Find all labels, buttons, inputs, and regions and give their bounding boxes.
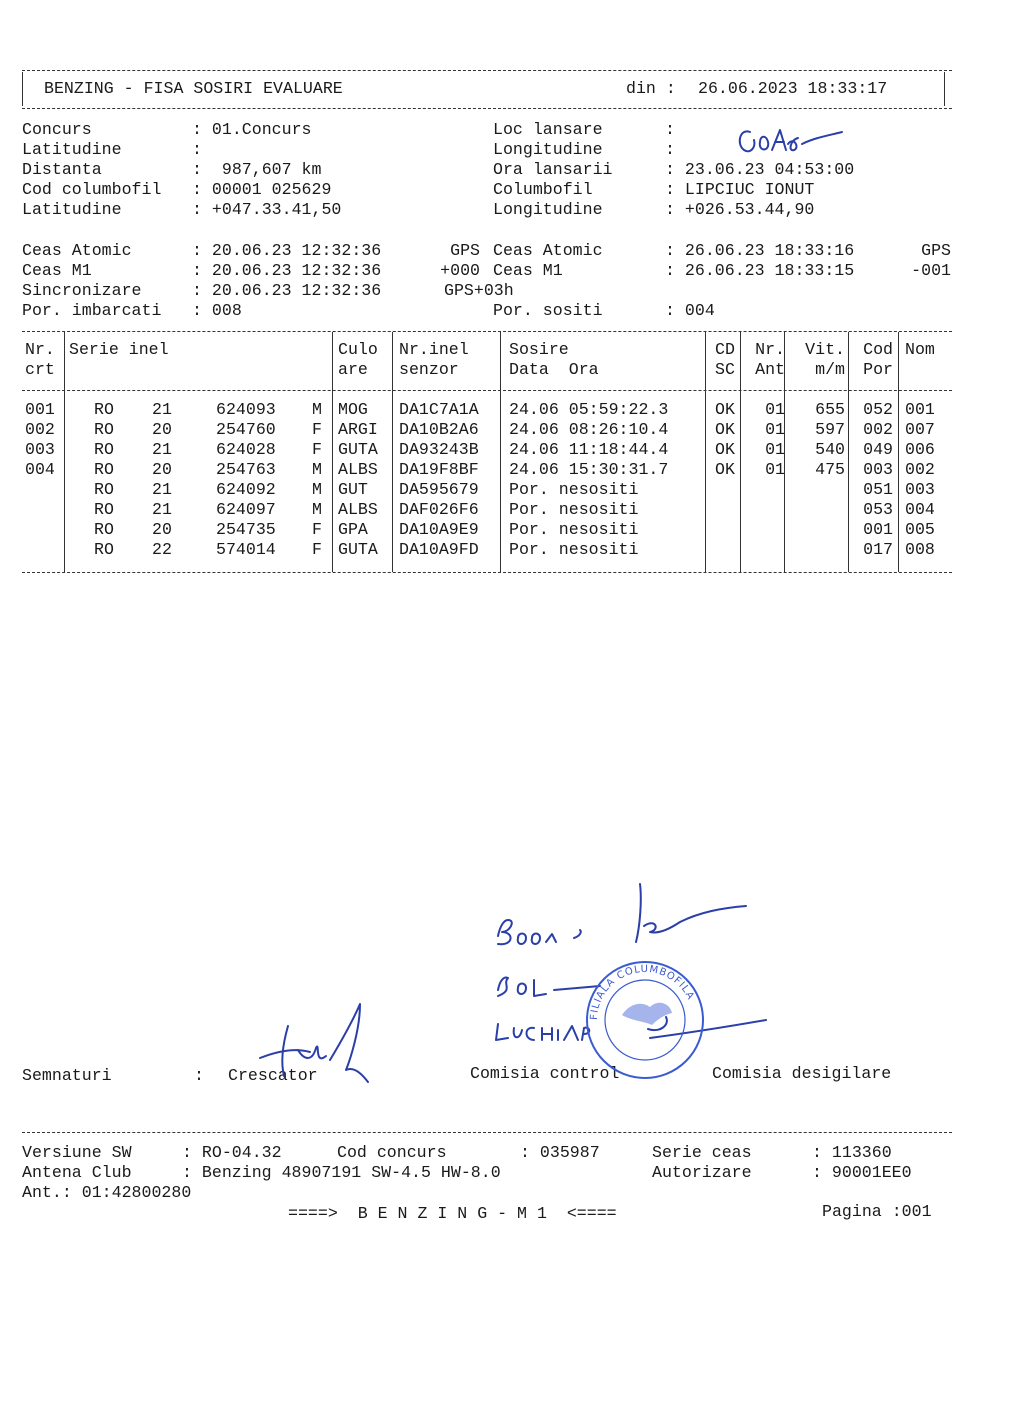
- ring-sex: M: [312, 460, 322, 479]
- antena-value: Benzing 48907191 SW-4.5 HW-8.0: [201, 1163, 501, 1182]
- table-column-divider: [332, 332, 333, 572]
- arrival-time: 24.06 05:59:22.3: [509, 400, 669, 419]
- ring-ring: 574014: [216, 540, 276, 559]
- clock-label: Por. imbarcati: [22, 301, 162, 320]
- info-value: LIPCIUC IONUT: [684, 180, 815, 199]
- info-label: Distanta: [22, 160, 102, 179]
- info-label: Concurs: [22, 120, 92, 139]
- antenna-number: 01: [765, 440, 785, 459]
- table-bottom-rule: [22, 572, 952, 573]
- speed-value: 475: [815, 460, 845, 479]
- sensor-ring: DA595679: [399, 480, 479, 499]
- sensor-ring: DA93243B: [399, 440, 479, 459]
- ring-year: 20: [152, 520, 172, 539]
- date-label: din :: [626, 79, 676, 98]
- pigeon-color: ALBS: [338, 460, 378, 479]
- cod-por: 003: [863, 460, 893, 479]
- pigeon-color: ARGI: [338, 420, 378, 439]
- clock-suffix: GPS: [450, 241, 480, 260]
- title-right-bar: [944, 72, 945, 106]
- ring-ring: 624092: [216, 480, 276, 499]
- table-column-divider: [64, 332, 65, 572]
- clock-value: 20.06.23 12:32:36: [211, 281, 382, 300]
- column-header: Nom: [905, 340, 935, 359]
- ring-year: 21: [152, 440, 172, 459]
- sensor-ring: DAF026F6: [399, 500, 479, 519]
- info-value: +026.53.44,90: [684, 200, 815, 219]
- ring-sex: F: [312, 420, 322, 439]
- column-header: Por: [863, 360, 893, 379]
- column-header: SC: [715, 360, 735, 379]
- clock-value: 004: [684, 301, 715, 320]
- results-table: [22, 332, 952, 572]
- title-left-bar: [22, 72, 23, 106]
- clock-suffix: GPS+03h: [444, 281, 514, 300]
- info-label: Longitudine: [493, 200, 603, 219]
- speed-value: 655: [815, 400, 845, 419]
- cdsc-status: OK: [715, 400, 735, 419]
- arrival-time: 24.06 15:30:31.7: [509, 460, 669, 479]
- comisia-control-label: Comisia control: [470, 1064, 620, 1083]
- pigeon-color: GUT: [338, 480, 368, 499]
- clock-value: 26.06.23 18:33:15: [684, 261, 855, 280]
- table-column-divider: [392, 332, 393, 572]
- arrival-time: Por. nesositi: [509, 500, 639, 519]
- cod-por: 053: [863, 500, 893, 519]
- pigeon-color: MOG: [338, 400, 368, 419]
- clock-label: Ceas Atomic: [22, 241, 132, 260]
- ring-year: 20: [152, 460, 172, 479]
- title-top-rule: [22, 70, 952, 71]
- nom-value: 007: [905, 420, 935, 439]
- document-title: BENZING - FISA SOSIRI EVALUARE: [44, 79, 343, 98]
- brand-line: ====> B E N Z I N G - M 1 <====: [288, 1204, 617, 1223]
- ring-sex: F: [312, 440, 322, 459]
- nom-value: 006: [905, 440, 935, 459]
- speed-value: 597: [815, 420, 845, 439]
- ring-ring: 254735: [216, 520, 276, 539]
- antena-label: Antena Club: [22, 1163, 132, 1182]
- autorizare-label: Autorizare: [652, 1163, 752, 1182]
- sensor-ring: DA10A9E9: [399, 520, 479, 539]
- info-label: Ora lansarii: [493, 160, 613, 179]
- cdsc-status: OK: [715, 460, 735, 479]
- ring-country: RO: [94, 520, 114, 539]
- cod-concurs-label: Cod concurs: [337, 1143, 447, 1162]
- ring-ring: 624093: [216, 400, 276, 419]
- versiune-label: Versiune SW: [22, 1143, 132, 1162]
- cdsc-status: OK: [715, 440, 735, 459]
- ring-ring: 624097: [216, 500, 276, 519]
- crescator-signature: [250, 1000, 380, 1090]
- info-value: 987,607 km: [211, 160, 322, 179]
- info-label: Columbofil: [493, 180, 593, 199]
- autorizare-value: 90001EE0: [831, 1163, 912, 1182]
- ant-line: Ant.: 01:42800280: [22, 1183, 192, 1202]
- column-header: Vit.: [805, 340, 845, 359]
- row-number: 003: [25, 440, 55, 459]
- column-header: CD: [715, 340, 735, 359]
- arrival-time: Por. nesositi: [509, 520, 639, 539]
- versiune-value: RO-04.32: [201, 1143, 282, 1162]
- clock-suffix: GPS: [921, 241, 951, 260]
- sensor-ring: DA10B2A6: [399, 420, 479, 439]
- ring-sex: M: [312, 500, 322, 519]
- clock-label: Sincronizare: [22, 281, 142, 300]
- ring-country: RO: [94, 440, 114, 459]
- info-value: 01.Concurs: [211, 120, 312, 139]
- column-header: Ant: [755, 360, 785, 379]
- stamp-text: FILIALA COLUMBOFILA: [588, 963, 697, 1021]
- serie-ceas-label: Serie ceas: [652, 1143, 752, 1162]
- clock-value: 20.06.23 12:32:36: [211, 261, 382, 280]
- cod-por: 051: [863, 480, 893, 499]
- sensor-ring: DA19F8BF: [399, 460, 479, 479]
- crescator-label: Crescator: [228, 1066, 318, 1085]
- sensor-ring: DA10A9FD: [399, 540, 479, 559]
- pigeon-color: GUTA: [338, 440, 378, 459]
- nom-value: 002: [905, 460, 935, 479]
- row-number: 001: [25, 400, 55, 419]
- clock-value: 20.06.23 12:32:36: [211, 241, 382, 260]
- clock-value: 008: [211, 301, 242, 320]
- pigeon-color: GUTA: [338, 540, 378, 559]
- nom-value: 004: [905, 500, 935, 519]
- ring-country: RO: [94, 400, 114, 419]
- clock-suffix: +000: [440, 261, 480, 280]
- nom-value: 001: [905, 400, 935, 419]
- clock-label: Ceas M1: [493, 261, 563, 280]
- table-column-divider: [848, 332, 849, 572]
- ring-sex: M: [312, 480, 322, 499]
- ring-country: RO: [94, 540, 114, 559]
- clock-label: Ceas Atomic: [493, 241, 603, 260]
- row-number: 004: [25, 460, 55, 479]
- column-header: Cod: [863, 340, 893, 359]
- arrival-time: 24.06 08:26:10.4: [509, 420, 669, 439]
- sensor-ring: DA1C7A1A: [399, 400, 479, 419]
- column-header: Culo: [338, 340, 378, 359]
- ring-year: 21: [152, 480, 172, 499]
- ring-country: RO: [94, 460, 114, 479]
- cod-concurs-value: 035987: [539, 1143, 600, 1162]
- speed-value: 540: [815, 440, 845, 459]
- info-label: Loc lansare: [493, 120, 603, 139]
- ring-country: RO: [94, 480, 114, 499]
- antenna-number: 01: [765, 400, 785, 419]
- column-header: Nr.inel: [399, 340, 469, 359]
- ring-year: 21: [152, 500, 172, 519]
- cdsc-status: OK: [715, 420, 735, 439]
- pagina: Pagina :001: [822, 1202, 932, 1221]
- clock-suffix: -001: [911, 261, 951, 280]
- handwritten-location: [730, 118, 850, 162]
- column-header: Nr.: [25, 340, 55, 359]
- ring-country: RO: [94, 500, 114, 519]
- footer-rule: [22, 1132, 952, 1133]
- antenna-number: 01: [765, 420, 785, 439]
- nom-value: 005: [905, 520, 935, 539]
- antenna-number: 01: [765, 460, 785, 479]
- signatures-sep: :: [194, 1066, 204, 1085]
- column-header: are: [338, 360, 368, 379]
- column-header: crt: [25, 360, 55, 379]
- info-label: Latitudine: [22, 200, 122, 219]
- ring-ring: 624028: [216, 440, 276, 459]
- ring-ring: 254760: [216, 420, 276, 439]
- title-bottom-rule: [22, 108, 952, 109]
- ring-sex: F: [312, 540, 322, 559]
- cod-por: 052: [863, 400, 893, 419]
- ring-sex: M: [312, 400, 322, 419]
- clock-label: Ceas M1: [22, 261, 92, 280]
- ring-ring: 254763: [216, 460, 276, 479]
- nom-value: 008: [905, 540, 935, 559]
- table-column-divider: [705, 332, 706, 572]
- ring-country: RO: [94, 420, 114, 439]
- pigeon-color: GPA: [338, 520, 368, 539]
- cod-por: 017: [863, 540, 893, 559]
- clock-label: Por. sositi: [493, 301, 603, 320]
- info-value: 00001 025629: [211, 180, 332, 199]
- cod-por: 002: [863, 420, 893, 439]
- date-value: 26.06.2023 18:33:17: [698, 79, 888, 98]
- cod-por: 001: [863, 520, 893, 539]
- info-label: Latitudine: [22, 140, 122, 159]
- column-header: Serie inel: [69, 340, 169, 359]
- column-header: senzor: [399, 360, 459, 379]
- pigeon-color: ALBS: [338, 500, 378, 519]
- table-column-divider: [898, 332, 899, 572]
- ring-year: 22: [152, 540, 172, 559]
- info-value: +047.33.41,50: [211, 200, 342, 219]
- info-value: 23.06.23 04:53:00: [684, 160, 855, 179]
- column-header: m/m: [815, 360, 845, 379]
- arrival-time: Por. nesositi: [509, 480, 639, 499]
- ring-year: 21: [152, 400, 172, 419]
- nom-value: 003: [905, 480, 935, 499]
- clock-value: 26.06.23 18:33:16: [684, 241, 855, 260]
- column-header: Nr.: [755, 340, 785, 359]
- cod-por: 049: [863, 440, 893, 459]
- serie-ceas-value: 113360: [831, 1143, 892, 1162]
- info-label: Longitudine: [493, 140, 603, 159]
- table-column-divider: [500, 332, 501, 572]
- info-label: Cod columbofil: [22, 180, 162, 199]
- ring-sex: F: [312, 520, 322, 539]
- comisia-desigilare-label: Comisia desigilare: [712, 1064, 892, 1083]
- column-header: Data Ora: [509, 360, 599, 379]
- commission-stamp: [580, 955, 710, 1085]
- ring-year: 20: [152, 420, 172, 439]
- arrival-time: Por. nesositi: [509, 540, 639, 559]
- signatures-label: Semnaturi: [22, 1066, 112, 1085]
- arrival-time: 24.06 11:18:44.4: [509, 440, 669, 459]
- column-header: Sosire: [509, 340, 569, 359]
- row-number: 002: [25, 420, 55, 439]
